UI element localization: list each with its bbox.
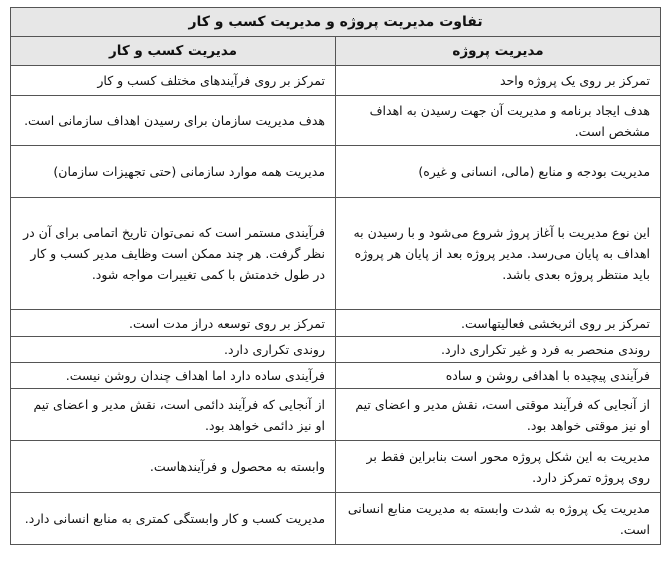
table-row [11, 96, 661, 146]
cell-project: مدیریت به این شکل پروژه محور است بنابراین فقط بر روی پروژه تمرکز دارد. [336, 441, 661, 493]
cell-business: تمرکز بر روی توسعه دراز مدت است. [11, 310, 336, 337]
cell-business: مدیریت کسب و کار وابستگی کمتری به منابع انسانی دارد. [11, 493, 336, 545]
cell-project: مدیریت بودجه و منابع (مالی، انسانی و غیره) [336, 146, 661, 198]
table-row [11, 363, 661, 389]
cell-business: از آنجایی که فرآیند دائمی است، نقش مدیر و اعضای تیم او نیز دائمی خواهد بود. [11, 389, 336, 441]
cell-project: این نوع مدیریت با آغاز پروژ شروع می‌شود و با رسیدن به اهداف به پایان می‌رسد. مدیر پروژه بعد از پایان هر پروژه باید منتظر پروژه بعدی باشد. [336, 198, 661, 310]
cell-project: هدف ایجاد برنامه و مدیریت آن جهت رسیدن به اهداف مشخص است. [336, 96, 661, 146]
table-title: تفاوت مدیریت پروژه و مدیریت کسب و کار [11, 8, 661, 37]
table-row [11, 441, 661, 493]
table-row [11, 146, 661, 198]
header-project-management: مدیریت پروژه [336, 37, 661, 66]
cell-project: مدیریت یک پروژه به شدت وابسته به مدیریت منابع انسانی است. [336, 493, 661, 545]
table-row [11, 389, 661, 441]
table-row [11, 198, 661, 310]
cell-business: هدف مدیریت سازمان برای رسیدن اهداف سازمانی است. [11, 96, 336, 146]
table-row [11, 66, 661, 96]
comparison-table-wrapper [10, 7, 660, 545]
table-row [11, 310, 661, 337]
table-row [11, 337, 661, 363]
cell-project: روندی منحصر به فرد و غیر تکراری دارد. [336, 337, 661, 363]
cell-project: تمرکز بر روی اثربخشی فعالیتهاست. [336, 310, 661, 337]
cell-project: فرآیندی پیچیده با اهدافی روشن و ساده [336, 363, 661, 389]
cell-business: فرآیندی ساده دارد اما اهداف چندان روشن نیست. [11, 363, 336, 389]
cell-project: از آنجایی که فرآیند موقتی است، نقش مدیر و اعضای تیم او نیز موقتی خواهد بود. [336, 389, 661, 441]
cell-business: مدیریت همه موارد سازمانی (حتی تجهیزات سازمان) [11, 146, 336, 198]
cell-business: تمرکز بر روی فرآیندهای مختلف کسب و کار [11, 66, 336, 96]
comparison-table [10, 7, 661, 545]
table-row [11, 493, 661, 545]
cell-business: فرآیندی مستمر است که نمی‌توان تاریخ اتمامی برای آن در نظر گرفت. هر چند ممکن است وظایف مدیر کسب و کار در طول خدمتش با کمی تغییرات مواجه شود. [11, 198, 336, 310]
cell-business: وابسته به محصول و فرآیندهاست. [11, 441, 336, 493]
cell-business: روندی تکراری دارد. [11, 337, 336, 363]
header-business-management: مدیریت کسب و کار [11, 37, 336, 66]
cell-project: تمرکز بر روی یک پروژه واحد [336, 66, 661, 96]
